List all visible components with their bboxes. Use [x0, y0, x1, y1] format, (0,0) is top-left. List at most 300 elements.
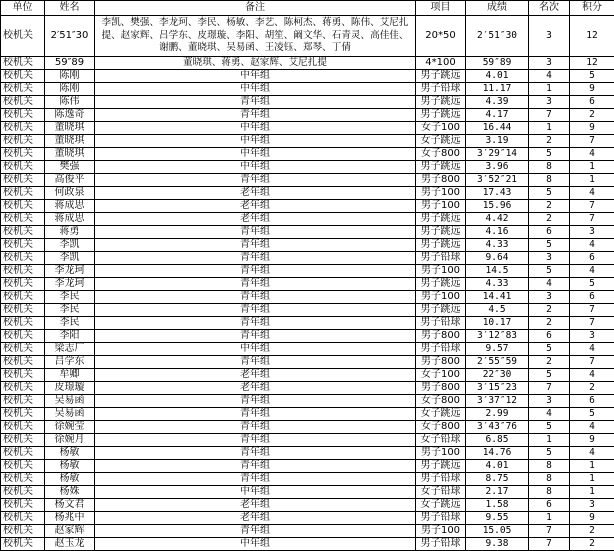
cell-rank: 2 [529, 304, 570, 317]
cell-result: 1.58 [466, 499, 529, 512]
cell-rank: 1 [529, 122, 570, 135]
cell-unit: 校机关 [1, 408, 45, 421]
cell-event: 女子800 [416, 421, 466, 434]
cell-rank: 5 [529, 369, 570, 382]
cell-name: 杨兆中 [45, 512, 95, 525]
table-row [1, 434, 614, 447]
cell-name: 陈刚 [45, 83, 95, 96]
cell-points: 7 [570, 213, 614, 226]
cell-points: 1 [570, 486, 614, 499]
cell-result: 6.85 [466, 434, 529, 447]
col-header-event: 项目 [416, 1, 466, 16]
table-row [1, 70, 614, 83]
table-row [1, 356, 614, 369]
cell-name: 李凯 [45, 252, 95, 265]
cell-note: 青年组 [95, 252, 416, 265]
cell-points: 7 [570, 135, 614, 148]
table-row [1, 239, 614, 252]
cell-points: 6 [570, 395, 614, 408]
cell-rank: 1 [529, 512, 570, 525]
cell-name: 董晓琪 [45, 122, 95, 135]
table-row [1, 291, 614, 304]
cell-note: 青年组 [95, 473, 416, 486]
cell-event: 男子100 [416, 291, 466, 304]
cell-name: 吕学东 [45, 356, 95, 369]
cell-unit: 校机关 [1, 187, 45, 200]
cell-unit: 校机关 [1, 122, 45, 135]
cell-points: 3 [570, 499, 614, 512]
cell-note: 董晓琪、蒋勇、赵家辉、艾尼扎提 [95, 57, 416, 70]
cell-name: 李凯 [45, 239, 95, 252]
cell-name: 2′51″30 [45, 16, 95, 57]
cell-unit: 校机关 [1, 83, 45, 96]
table-row [1, 252, 614, 265]
cell-rank: 5 [529, 421, 570, 434]
cell-unit: 校机关 [1, 226, 45, 239]
cell-event: 男子铅球 [416, 252, 466, 265]
cell-unit: 校机关 [1, 356, 45, 369]
cell-points: 6 [570, 96, 614, 109]
table-row [1, 538, 614, 551]
table-row [1, 16, 614, 57]
cell-points: 2 [570, 109, 614, 122]
cell-points: 9 [570, 122, 614, 135]
cell-rank: 7 [529, 382, 570, 395]
cell-points: 4 [570, 148, 614, 161]
cell-unit: 校机关 [1, 174, 45, 187]
cell-unit: 校机关 [1, 16, 45, 57]
cell-rank: 4 [529, 408, 570, 421]
cell-event: 男子铅球 [416, 512, 466, 525]
cell-result: 4.16 [466, 226, 529, 239]
cell-unit: 校机关 [1, 395, 45, 408]
cell-name: 杨敏 [45, 447, 95, 460]
header-row [1, 1, 614, 16]
table-row [1, 317, 614, 330]
cell-result: 4.33 [466, 239, 529, 252]
cell-rank: 8 [529, 460, 570, 473]
cell-name: 蒋勇 [45, 226, 95, 239]
cell-name: 陈伟 [45, 96, 95, 109]
cell-note: 老年组 [95, 369, 416, 382]
cell-result: 3′29″14 [466, 148, 529, 161]
table-row [1, 499, 614, 512]
cell-result: 59″89 [466, 57, 529, 70]
cell-result: 14.41 [466, 291, 529, 304]
cell-name: 蒋成思 [45, 200, 95, 213]
cell-note: 李凯、樊强、李龙珂、李民、杨敏、李艺、陈柯杰、蒋勇、陈伟、艾尼扎提、赵家辉、吕学东、皮璟璇、李阳、胡笙、阚文华、石青灵、高佳佳、谢鹏、董晓琪、吴易函、王凌钰、郑琴、丁倩 [95, 16, 416, 57]
cell-unit: 校机关 [1, 291, 45, 304]
cell-points: 12 [570, 57, 614, 70]
cell-points: 2 [570, 382, 614, 395]
cell-unit: 校机关 [1, 252, 45, 265]
cell-event: 男子跳远 [416, 213, 466, 226]
cell-unit: 校机关 [1, 161, 45, 174]
cell-name: 牟卿 [45, 369, 95, 382]
table-row [1, 447, 614, 460]
cell-result: 15.96 [466, 200, 529, 213]
cell-points: 1 [570, 473, 614, 486]
cell-result: 4.5 [466, 304, 529, 317]
cell-unit: 校机关 [1, 538, 45, 551]
cell-rank: 2 [529, 213, 570, 226]
cell-event: 4*100 [416, 57, 466, 70]
cell-unit: 校机关 [1, 343, 45, 356]
cell-note: 老年组 [95, 187, 416, 200]
cell-unit: 校机关 [1, 434, 45, 447]
cell-rank: 6 [529, 330, 570, 343]
cell-name: 杨敏 [45, 473, 95, 486]
cell-points: 2 [570, 525, 614, 538]
table-row [1, 187, 614, 200]
cell-name: 李阳 [45, 330, 95, 343]
cell-unit: 校机关 [1, 278, 45, 291]
cell-rank: 3 [529, 16, 570, 57]
cell-result: 4.33 [466, 278, 529, 291]
table-row [1, 421, 614, 434]
cell-result: 22″30 [466, 369, 529, 382]
table-row [1, 174, 614, 187]
table-row [1, 460, 614, 473]
cell-event: 男子跳远 [416, 278, 466, 291]
cell-name: 杨敏 [45, 460, 95, 473]
cell-unit: 校机关 [1, 304, 45, 317]
cell-rank: 5 [529, 265, 570, 278]
cell-unit: 校机关 [1, 239, 45, 252]
cell-points: 5 [570, 408, 614, 421]
cell-result: 9.64 [466, 252, 529, 265]
cell-name: 李龙珂 [45, 278, 95, 291]
table-row [1, 226, 614, 239]
cell-note: 老年组 [95, 382, 416, 395]
cell-note: 老年组 [95, 213, 416, 226]
col-header-unit: 单位 [1, 1, 45, 16]
cell-rank: 5 [529, 447, 570, 460]
cell-rank: 2 [529, 356, 570, 369]
col-header-rank: 名次 [529, 1, 570, 16]
cell-points: 9 [570, 434, 614, 447]
cell-unit: 校机关 [1, 330, 45, 343]
cell-rank: 3 [529, 252, 570, 265]
cell-rank: 1 [529, 83, 570, 96]
cell-result: 2.99 [466, 408, 529, 421]
cell-note: 青年组 [95, 421, 416, 434]
cell-unit: 校机关 [1, 525, 45, 538]
cell-name: 陈逸奇 [45, 109, 95, 122]
cell-event: 女子100 [416, 122, 466, 135]
cell-event: 男子跳远 [416, 239, 466, 252]
cell-result: 4.39 [466, 96, 529, 109]
table-row [1, 330, 614, 343]
cell-note: 老年组 [95, 200, 416, 213]
col-header-name: 姓名 [45, 1, 95, 16]
cell-name: 梁志厂 [45, 343, 95, 356]
cell-rank: 5 [529, 187, 570, 200]
cell-result: 4.17 [466, 109, 529, 122]
cell-points: 5 [570, 70, 614, 83]
cell-note: 青年组 [95, 330, 416, 343]
table-row [1, 57, 614, 70]
cell-points: 4 [570, 343, 614, 356]
cell-note: 中年组 [95, 486, 416, 499]
table-row [1, 278, 614, 291]
cell-note: 青年组 [95, 408, 416, 421]
cell-unit: 校机关 [1, 369, 45, 382]
cell-event: 男子跳远 [416, 70, 466, 83]
cell-result: 10.17 [466, 317, 529, 330]
cell-result: 9.38 [466, 538, 529, 551]
cell-result: 3.19 [466, 135, 529, 148]
cell-event: 男子100 [416, 525, 466, 538]
cell-event: 女子800 [416, 395, 466, 408]
cell-unit: 校机关 [1, 109, 45, 122]
cell-rank: 2 [529, 317, 570, 330]
cell-note: 青年组 [95, 460, 416, 473]
col-header-points: 积分 [570, 1, 614, 16]
cell-unit: 校机关 [1, 96, 45, 109]
cell-points: 9 [570, 83, 614, 96]
cell-event: 女子铅球 [416, 434, 466, 447]
cell-result: 17.43 [466, 187, 529, 200]
cell-event: 男子铅球 [416, 317, 466, 330]
cell-points: 7 [570, 356, 614, 369]
cell-note: 青年组 [95, 109, 416, 122]
cell-result: 14.5 [466, 265, 529, 278]
cell-rank: 5 [529, 148, 570, 161]
cell-note: 青年组 [95, 525, 416, 538]
cell-rank: 5 [529, 239, 570, 252]
cell-points: 2 [570, 538, 614, 551]
cell-points: 1 [570, 161, 614, 174]
cell-rank: 3 [529, 291, 570, 304]
cell-event: 20*50 [416, 16, 466, 57]
table-row [1, 109, 614, 122]
table-row [1, 148, 614, 161]
cell-result: 16.44 [466, 122, 529, 135]
cell-unit: 校机关 [1, 460, 45, 473]
cell-event: 女子100 [416, 369, 466, 382]
cell-event: 男子铅球 [416, 83, 466, 96]
table-row [1, 304, 614, 317]
cell-unit: 校机关 [1, 265, 45, 278]
cell-event: 男子100 [416, 447, 466, 460]
cell-result: 3′15″23 [466, 382, 529, 395]
cell-result: 3′52″21 [466, 174, 529, 187]
cell-rank: 6 [529, 226, 570, 239]
cell-unit: 校机关 [1, 421, 45, 434]
cell-note: 中年组 [95, 148, 416, 161]
cell-event: 男子跳远 [416, 226, 466, 239]
cell-note: 青年组 [95, 96, 416, 109]
cell-note: 青年组 [95, 278, 416, 291]
cell-name: 董晓琪 [45, 148, 95, 161]
table-row [1, 96, 614, 109]
cell-rank: 2 [529, 135, 570, 148]
cell-name: 杨文君 [45, 499, 95, 512]
cell-note: 青年组 [95, 395, 416, 408]
cell-name: 赵家辉 [45, 525, 95, 538]
cell-unit: 校机关 [1, 382, 45, 395]
cell-name: 李龙珂 [45, 265, 95, 278]
cell-rank: 8 [529, 486, 570, 499]
cell-points: 4 [570, 421, 614, 434]
cell-rank: 6 [529, 499, 570, 512]
cell-points: 1 [570, 460, 614, 473]
cell-unit: 校机关 [1, 499, 45, 512]
cell-unit: 校机关 [1, 473, 45, 486]
cell-note: 青年组 [95, 447, 416, 460]
cell-points: 7 [570, 317, 614, 330]
cell-points: 7 [570, 304, 614, 317]
cell-note: 中年组 [95, 70, 416, 83]
table-body [1, 16, 614, 551]
cell-result: 9.55 [466, 512, 529, 525]
cell-event: 女子800 [416, 148, 466, 161]
cell-rank: 7 [529, 525, 570, 538]
cell-rank: 7 [529, 538, 570, 551]
cell-note: 中年组 [95, 122, 416, 135]
table-row [1, 486, 614, 499]
cell-result: 4.42 [466, 213, 529, 226]
cell-note: 中年组 [95, 343, 416, 356]
cell-note: 青年组 [95, 265, 416, 278]
cell-note: 中年组 [95, 161, 416, 174]
cell-result: 8.75 [466, 473, 529, 486]
cell-event: 男子跳远 [416, 304, 466, 317]
cell-result: 9.57 [466, 343, 529, 356]
cell-event: 男子800 [416, 382, 466, 395]
cell-result: 2′55″59 [466, 356, 529, 369]
cell-unit: 校机关 [1, 512, 45, 525]
cell-rank: 7 [529, 109, 570, 122]
cell-event: 男子铅球 [416, 473, 466, 486]
cell-name: 李民 [45, 291, 95, 304]
cell-result: 3′12″83 [466, 330, 529, 343]
cell-note: 中年组 [95, 135, 416, 148]
cell-rank: 4 [529, 278, 570, 291]
cell-result: 11.17 [466, 83, 529, 96]
cell-event: 男子跳远 [416, 96, 466, 109]
cell-event: 男子100 [416, 200, 466, 213]
cell-note: 青年组 [95, 304, 416, 317]
cell-name: 何政泉 [45, 187, 95, 200]
cell-rank: 3 [529, 57, 570, 70]
table-row [1, 200, 614, 213]
cell-event: 男子800 [416, 330, 466, 343]
cell-name: 杨姝 [45, 486, 95, 499]
cell-result: 2.17 [466, 486, 529, 499]
cell-event: 男子100 [416, 265, 466, 278]
cell-event: 男子800 [416, 174, 466, 187]
cell-note: 青年组 [95, 434, 416, 447]
cell-event: 男子跳远 [416, 161, 466, 174]
cell-event: 女子跳远 [416, 135, 466, 148]
cell-rank: 8 [529, 174, 570, 187]
cell-rank: 1 [529, 434, 570, 447]
cell-points: 4 [570, 265, 614, 278]
table-row [1, 265, 614, 278]
cell-note: 老年组 [95, 499, 416, 512]
cell-result: 14.76 [466, 447, 529, 460]
cell-unit: 校机关 [1, 486, 45, 499]
cell-name: 高俊平 [45, 174, 95, 187]
cell-unit: 校机关 [1, 135, 45, 148]
cell-rank: 4 [529, 70, 570, 83]
table-row [1, 525, 614, 538]
cell-name: 徐婉莹 [45, 421, 95, 434]
table-row [1, 382, 614, 395]
cell-unit: 校机关 [1, 447, 45, 460]
table-row [1, 395, 614, 408]
cell-event: 男子铅球 [416, 538, 466, 551]
table-row [1, 122, 614, 135]
cell-name: 樊强 [45, 161, 95, 174]
cell-points: 9 [570, 512, 614, 525]
cell-unit: 校机关 [1, 70, 45, 83]
cell-note: 青年组 [95, 317, 416, 330]
table-row [1, 473, 614, 486]
cell-rank: 5 [529, 343, 570, 356]
cell-points: 3 [570, 226, 614, 239]
cell-rank: 8 [529, 161, 570, 174]
cell-note: 青年组 [95, 226, 416, 239]
cell-name: 吴易函 [45, 395, 95, 408]
cell-event: 女子铅球 [416, 486, 466, 499]
table-row [1, 343, 614, 356]
cell-note: 青年组 [95, 291, 416, 304]
cell-note: 中年组 [95, 538, 416, 551]
cell-name: 赵玉龙 [45, 538, 95, 551]
cell-result: 3.96 [466, 161, 529, 174]
table-row [1, 135, 614, 148]
cell-rank: 2 [529, 200, 570, 213]
cell-event: 男子800 [416, 356, 466, 369]
cell-note: 中年组 [95, 83, 416, 96]
cell-points: 4 [570, 447, 614, 460]
cell-note: 青年组 [95, 356, 416, 369]
cell-name: 李民 [45, 317, 95, 330]
cell-name: 李民 [45, 304, 95, 317]
cell-rank: 8 [529, 473, 570, 486]
cell-name: 董晓琪 [45, 135, 95, 148]
cell-name: 蒋成思 [45, 213, 95, 226]
cell-result: 3′37″12 [466, 395, 529, 408]
cell-unit: 校机关 [1, 213, 45, 226]
cell-note: 老年组 [95, 512, 416, 525]
cell-points: 5 [570, 278, 614, 291]
cell-name: 徐婉月 [45, 434, 95, 447]
table-row [1, 369, 614, 382]
cell-name: 陈刚 [45, 70, 95, 83]
cell-points: 6 [570, 291, 614, 304]
cell-name: 皮璟璇 [45, 382, 95, 395]
table-row [1, 213, 614, 226]
table-row [1, 408, 614, 421]
table-row [1, 161, 614, 174]
cell-event: 女子跳远 [416, 499, 466, 512]
cell-points: 12 [570, 16, 614, 57]
cell-note: 青年组 [95, 239, 416, 252]
cell-result: 4.01 [466, 70, 529, 83]
cell-result: 3′43″76 [466, 421, 529, 434]
cell-result: 4.01 [466, 460, 529, 473]
cell-name: 59″89 [45, 57, 95, 70]
cell-points: 4 [570, 187, 614, 200]
cell-rank: 3 [529, 395, 570, 408]
cell-note: 青年组 [95, 174, 416, 187]
cell-name: 吴易函 [45, 408, 95, 421]
cell-points: 4 [570, 239, 614, 252]
